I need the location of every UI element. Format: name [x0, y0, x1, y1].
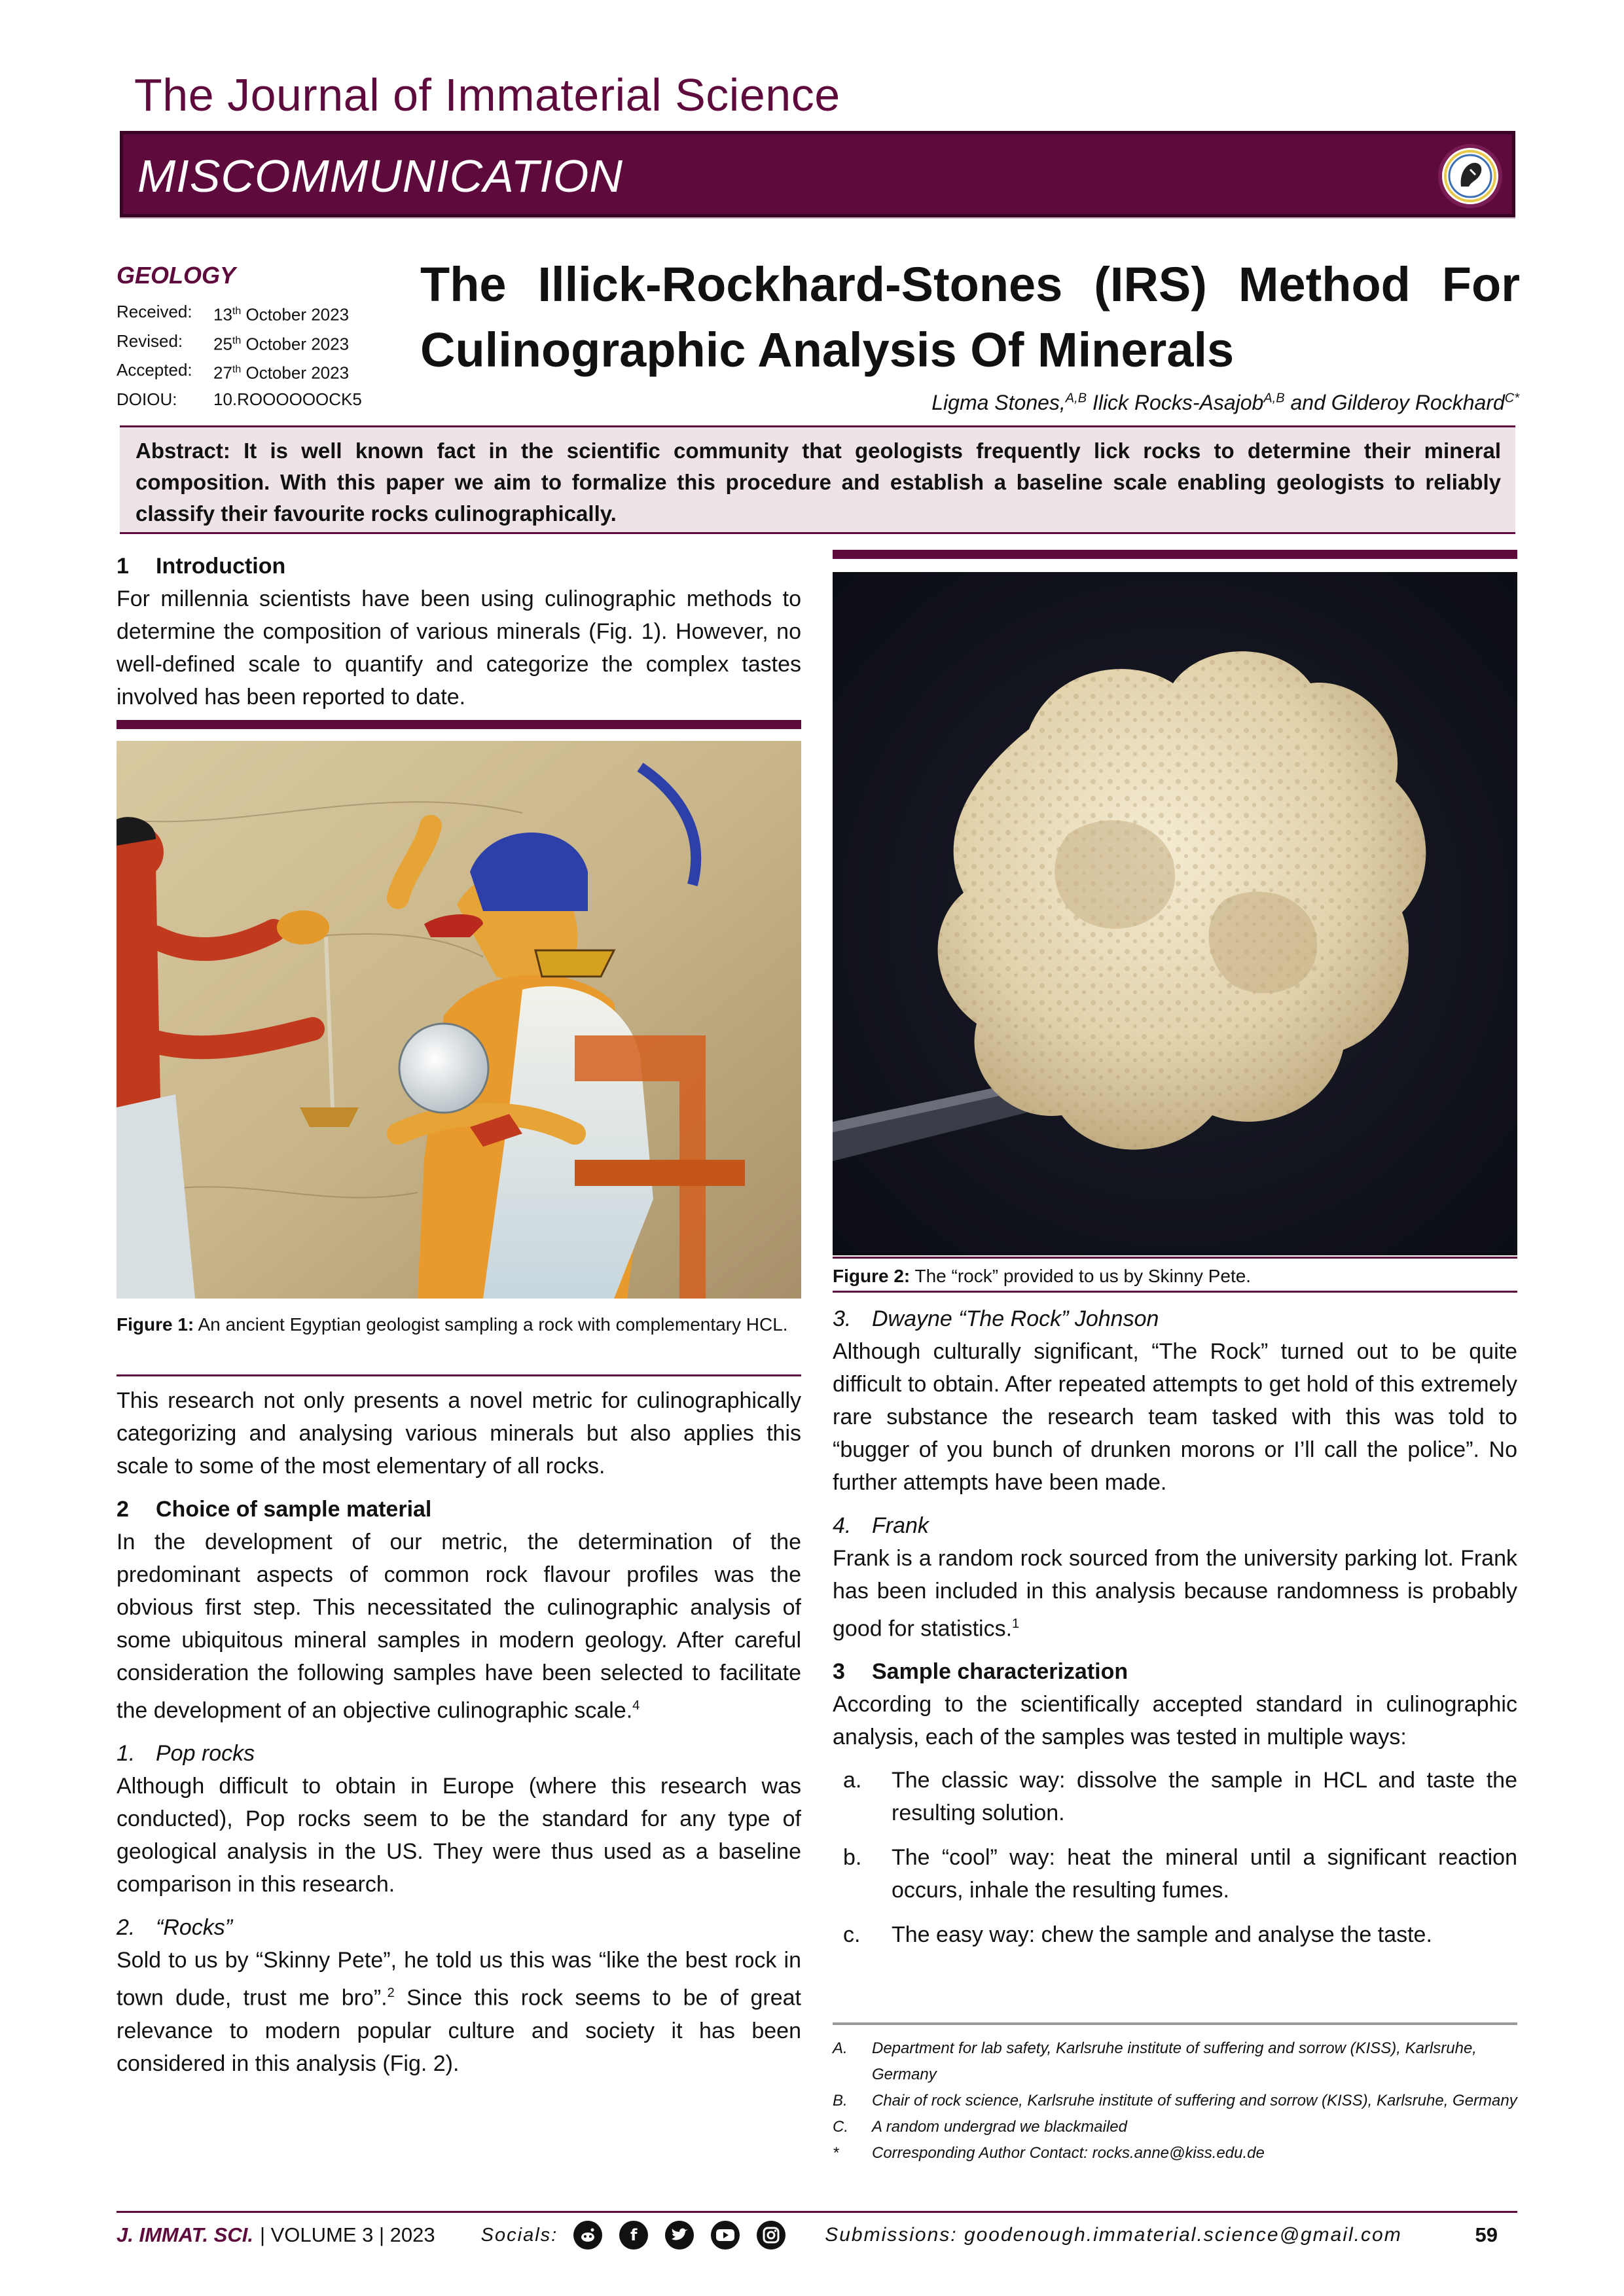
- instagram-icon[interactable]: [757, 2221, 785, 2250]
- right-column-body: [833, 1302, 1517, 1963]
- journal-abbrev: J. IMMAT. SCI.: [117, 2223, 253, 2246]
- figure2-top-rule: [833, 550, 1517, 559]
- list-item-text: The easy way: chew the sample and analyse the taste.: [892, 1922, 1432, 1948]
- meta-value: 25th October 2023: [213, 334, 350, 354]
- page-footer: [117, 2219, 1517, 2251]
- list-item-text: The “cool” way: heat the mineral until a significant reaction occurs, inhale the resulting fumes.: [892, 1845, 1517, 1903]
- footnote: * Corresponding Author Contact: rocks.anne@kiss.edu.de: [833, 2144, 1265, 2162]
- subheading-frank: 4. Frank: [833, 1513, 929, 1538]
- subheading-pop-rocks: 1. Pop rocks: [117, 1741, 255, 1767]
- meta-value: 10.ROOOOOOCK5: [213, 389, 362, 409]
- section-heading: 1 Introduction: [117, 554, 286, 579]
- paper-title: The Illick-Rockhard-Stones (IRS) Method For Culinographic Analysis Of Minerals: [420, 257, 1520, 377]
- characterization-paragraph: According to the scientifically accepted standard in culinographic analysis, each of the samples was tested in multiple ways:: [833, 1692, 1517, 1750]
- youtube-icon[interactable]: [711, 2221, 740, 2250]
- intro-section: [117, 550, 801, 713]
- footnote: C. A random undergrad we blackmailed: [833, 2118, 1127, 2136]
- left-column-body: [117, 1384, 801, 2080]
- social-icons: [573, 2221, 785, 2250]
- figure1-image: [117, 741, 801, 1299]
- list-item: [833, 1841, 1517, 1907]
- list-item-label: b.: [843, 1845, 862, 1871]
- author-list: Ligma Stones,$^{A,B}$ Ilick Rocks-Asajob$^{A,B}$ and Gilderoy Rockhard$^{C*}$: [931, 391, 1519, 414]
- footnote: B. Chair of rock science, Karlsruhe institute of suffering and sorrow (KISS), Karlsruhe, Germany: [833, 2092, 1517, 2109]
- submissions-email[interactable]: Submissions: goodenough.immaterial.science@gmail.com: [825, 2224, 1402, 2246]
- meta-key: Received:: [117, 302, 192, 321]
- meta-value: 13th October 2023: [213, 304, 350, 325]
- choice-paragraph: In the development of our metric, the determination of the predominant aspects of common rock flavour profiles was the obvious first step. This necessitated the culinographic analysis of some ubiquitous mineral samples in modern geology. After careful consideration the following samples have been selected to facilitate the development of an objective culinographic scale.$^4$: [117, 1530, 801, 1723]
- footnote-rule: [833, 2022, 1517, 2025]
- intro-paragraph-2: This research not only presents a novel metric for culinographically categorizing and analysing various minerals but also applies this scale to some of the most elementary of all rocks.: [117, 1388, 801, 1479]
- volume-info: | VOLUME 3 | 2023: [259, 2223, 435, 2246]
- section-banner-label: MISCOMMUNICATION: [137, 151, 623, 202]
- intro-paragraph: For millennia scientists have been using culinographic methods to determine the composition of various minerals (Fig. 1). However, no well-defined scale to quantify and categorize the complex tastes involved has been reported to date.: [117, 586, 801, 709]
- dwayne-paragraph: Although culturally significant, “The Rock” turned out to be quite difficult to obtain. After repeated attempts to get hold of this extremely rare substance the research team tasked with this was told to “bugger of you bunch of drunken morons or I’ll call the police”. No further attempts have been made.: [833, 1339, 1517, 1495]
- list-item-label: c.: [843, 1922, 861, 1948]
- meta-key: Revised:: [117, 331, 183, 351]
- figure1-top-rule: [117, 720, 801, 729]
- footnote: A. Department for lab safety, Karlsruhe institute of suffering and sorrow (KISS), Karlsruhe, Germany: [833, 2039, 1477, 2083]
- abstract: Abstract: It is well known fact in the scientific community that geologists frequently lick rocks to determine their mineral composition. With this paper we aim to formalize this procedure and establish a baseline scale enabling geologists to reliably classify their favourite rocks culinographically.: [120, 425, 1515, 534]
- footer-rule: [117, 2211, 1517, 2213]
- meta-received: [117, 298, 378, 328]
- list-item: [833, 1918, 1517, 1951]
- page-number: 59: [1475, 2223, 1498, 2246]
- list-item: [833, 1764, 1517, 1829]
- footnotes: [833, 2036, 1517, 2166]
- figure2-image: [833, 572, 1517, 1255]
- section-banner: [120, 131, 1515, 217]
- list-item-label: a.: [843, 1768, 862, 1793]
- section-heading: 3 Sample characterization: [833, 1659, 1128, 1685]
- figure2-caption-bottom-rule: [833, 1291, 1517, 1293]
- twitter-icon[interactable]: [665, 2221, 694, 2250]
- subheading-rocks: 2. “Rocks”: [117, 1915, 233, 1941]
- pop-rocks-paragraph: Although difficult to obtain in Europe (where this research was conducted), Pop rocks seem to be the standard for any type of geological analysis in the US. They were thus used as a baseline comparison in this research.: [117, 1774, 801, 1897]
- socials-label: Socials:: [480, 2224, 558, 2246]
- subheading-dwayne: 3. Dwayne “The Rock” Johnson: [833, 1306, 1159, 1331]
- meta-revised: [117, 328, 378, 357]
- list-item-text: The classic way: dissolve the sample in HCL and taste the resulting solution.: [892, 1768, 1517, 1826]
- figure1-bottom-rule: [117, 1374, 801, 1376]
- figure2-caption-top-rule: [833, 1257, 1517, 1259]
- rock-photo-illustration: [833, 572, 1517, 1255]
- rocks-paragraph: Sold to us by “Skinny Pete”, he told us this was “like the best rock in town dude, trust me bro”.$^2$ Since this rock seems to be of great relevance to modern popular culture and society it has been considered in this analysis (Fig. 2).: [117, 1948, 801, 2076]
- reddit-icon[interactable]: [573, 2221, 602, 2250]
- figure1-caption: Figure 1: An ancient Egyptian geologist sampling a rock with complementary HCL.: [117, 1314, 788, 1335]
- meta-key: Accepted:: [117, 360, 192, 380]
- section-heading: 2 Choice of sample material: [117, 1497, 432, 1522]
- journal-title: The Journal of Immaterial Science: [134, 69, 840, 120]
- egyptian-mural-illustration: [117, 741, 801, 1299]
- frank-paragraph: Frank is a random rock sourced from the university parking lot. Frank has been included in this analysis because randomness is probably good for statistics.$^1$: [833, 1546, 1517, 1641]
- journal-logo-icon: [1437, 143, 1503, 209]
- meta-accepted: [117, 357, 378, 386]
- meta-value: 27th October 2023: [213, 363, 350, 383]
- article-metadata: [117, 262, 378, 412]
- facebook-icon[interactable]: f: [619, 2221, 648, 2250]
- meta-doi: [117, 386, 378, 412]
- subject-label: GEOLOGY: [117, 262, 236, 289]
- figure2-caption: Figure 2: The “rock” provided to us by Skinny Pete.: [833, 1266, 1252, 1286]
- meta-key: DOIOU:: [117, 389, 177, 409]
